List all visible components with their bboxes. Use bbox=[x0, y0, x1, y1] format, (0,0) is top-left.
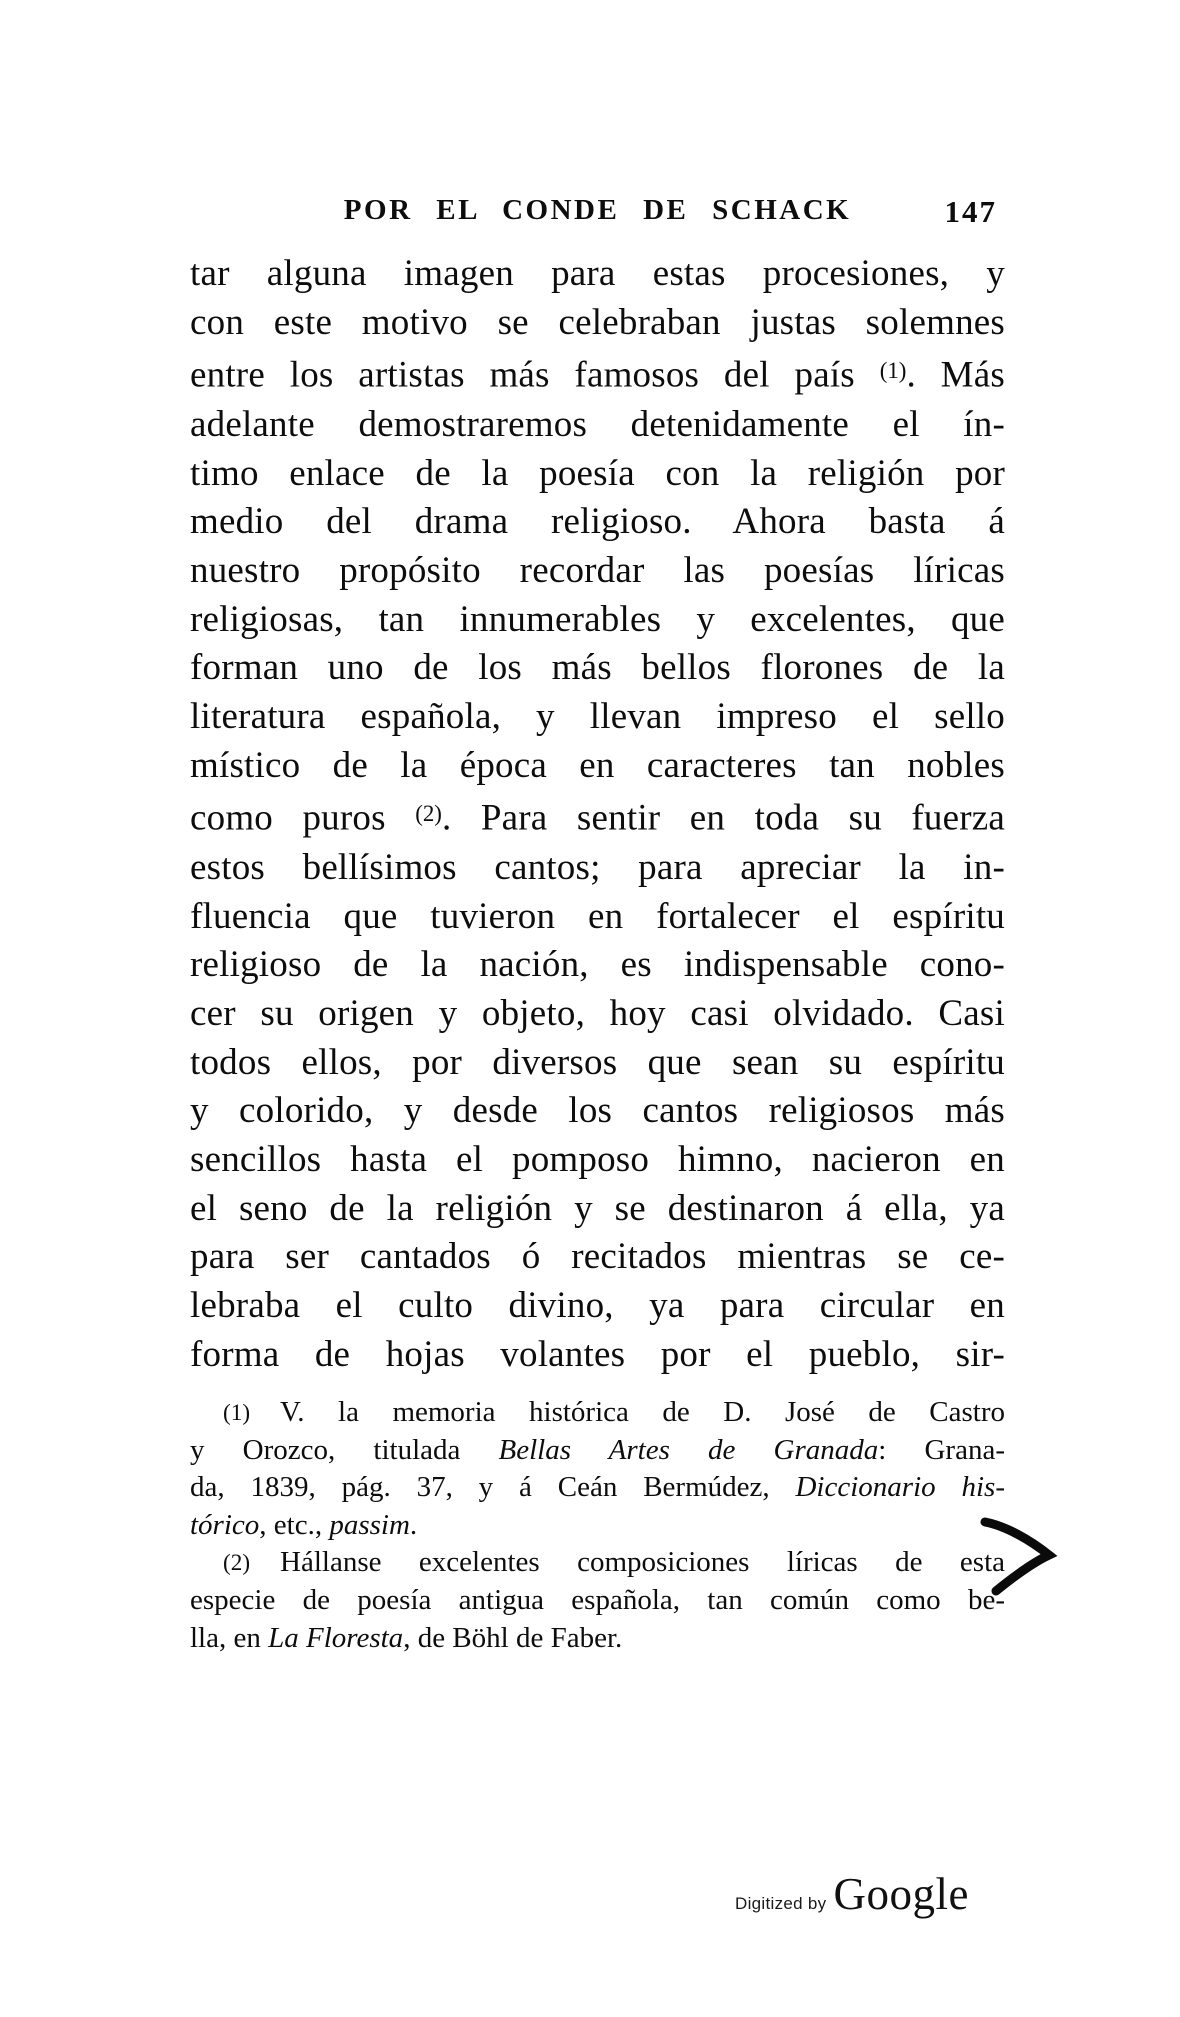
text-line: lebraba el culto divino, ya para circular en bbox=[190, 1285, 1005, 1327]
page-header bbox=[190, 194, 1005, 234]
handwritten-chevron-mark bbox=[980, 1510, 1062, 1598]
footnote-line: especie de poesía antigua española, tan común como be- bbox=[190, 1584, 1005, 1617]
text-line: literatura española, y llevan impreso el sello bbox=[190, 696, 1005, 738]
footnote-line: tórico, etc., passim. bbox=[190, 1508, 418, 1541]
footnote-line: y Orozco, titulada Bellas Artes de Granada: Grana- bbox=[190, 1434, 1005, 1467]
text-line: timo enlace de la poesía con la religión por bbox=[190, 452, 1005, 494]
text-line: cer su origen y objeto, hoy casi olvidado. Casi bbox=[190, 992, 1005, 1034]
footnote-line: (2) Hállanse excelentes composiciones líricas de esta bbox=[223, 1546, 1005, 1579]
google-watermark bbox=[735, 1868, 969, 1920]
text-line: con este motivo se celebraban justas solemnes bbox=[190, 301, 1005, 343]
page-number: 147 bbox=[944, 194, 997, 229]
google-logo: Google bbox=[833, 1869, 969, 1919]
text-line: adelante demostraremos detenidamente el ín- bbox=[190, 403, 1005, 445]
text-line: forma de hojas volantes por el pueblo, sir- bbox=[190, 1333, 1005, 1375]
footnote-section bbox=[190, 1394, 1005, 1657]
footnote-line: (1) V. la memoria histórica de D. José de Castro bbox=[223, 1396, 1005, 1428]
body-text bbox=[190, 250, 1005, 1380]
text-line: nuestro propósito recordar las poesías líricas bbox=[190, 549, 1005, 591]
text-line: entre los artistas más famosos del país $^{(1)}$. Más bbox=[190, 355, 1005, 397]
text-line: y colorido, y desde los cantos religiosos más bbox=[190, 1090, 1005, 1132]
text-line: el seno de la religión y se destinaron á ella, ya bbox=[190, 1187, 1005, 1229]
text-line: religioso de la nación, es indispensable cono- bbox=[190, 944, 1005, 986]
digitized-by-label: Digitized by bbox=[735, 1894, 827, 1913]
text-line: tar alguna imagen para estas procesiones, y bbox=[190, 253, 1005, 294]
text-line: para ser cantados ó recitados mientras se ce- bbox=[190, 1236, 1005, 1278]
text-line: religiosas, tan innumerables y excelentes, que bbox=[190, 598, 1005, 640]
text-line: fluencia que tuvieron en fortalecer el espíritu bbox=[190, 895, 1005, 937]
text-line: como puros $^{(2)}$. Para sentir en toda su fuerza bbox=[190, 798, 1005, 840]
text-line: forman uno de los más bellos florones de la bbox=[190, 647, 1005, 689]
running-title: POR EL CONDE DE SCHACK bbox=[343, 194, 852, 226]
text-line: sencillos hasta el pomposo himno, nacieron en bbox=[190, 1139, 1005, 1181]
text-line: medio del drama religioso. Ahora basta á bbox=[190, 501, 1005, 543]
text-line: estos bellísimos cantos; para apreciar la in- bbox=[190, 846, 1005, 888]
text-line: todos ellos, por diversos que sean su espíritu bbox=[190, 1041, 1005, 1083]
footnote-line: lla, en La Floresta, de Böhl de Faber. bbox=[190, 1621, 623, 1654]
text-line: místico de la época en caracteres tan nobles bbox=[190, 744, 1005, 786]
footnote-line: da, 1839, pág. 37, y á Ceán Bermúdez, Diccionario his- bbox=[190, 1471, 1005, 1504]
